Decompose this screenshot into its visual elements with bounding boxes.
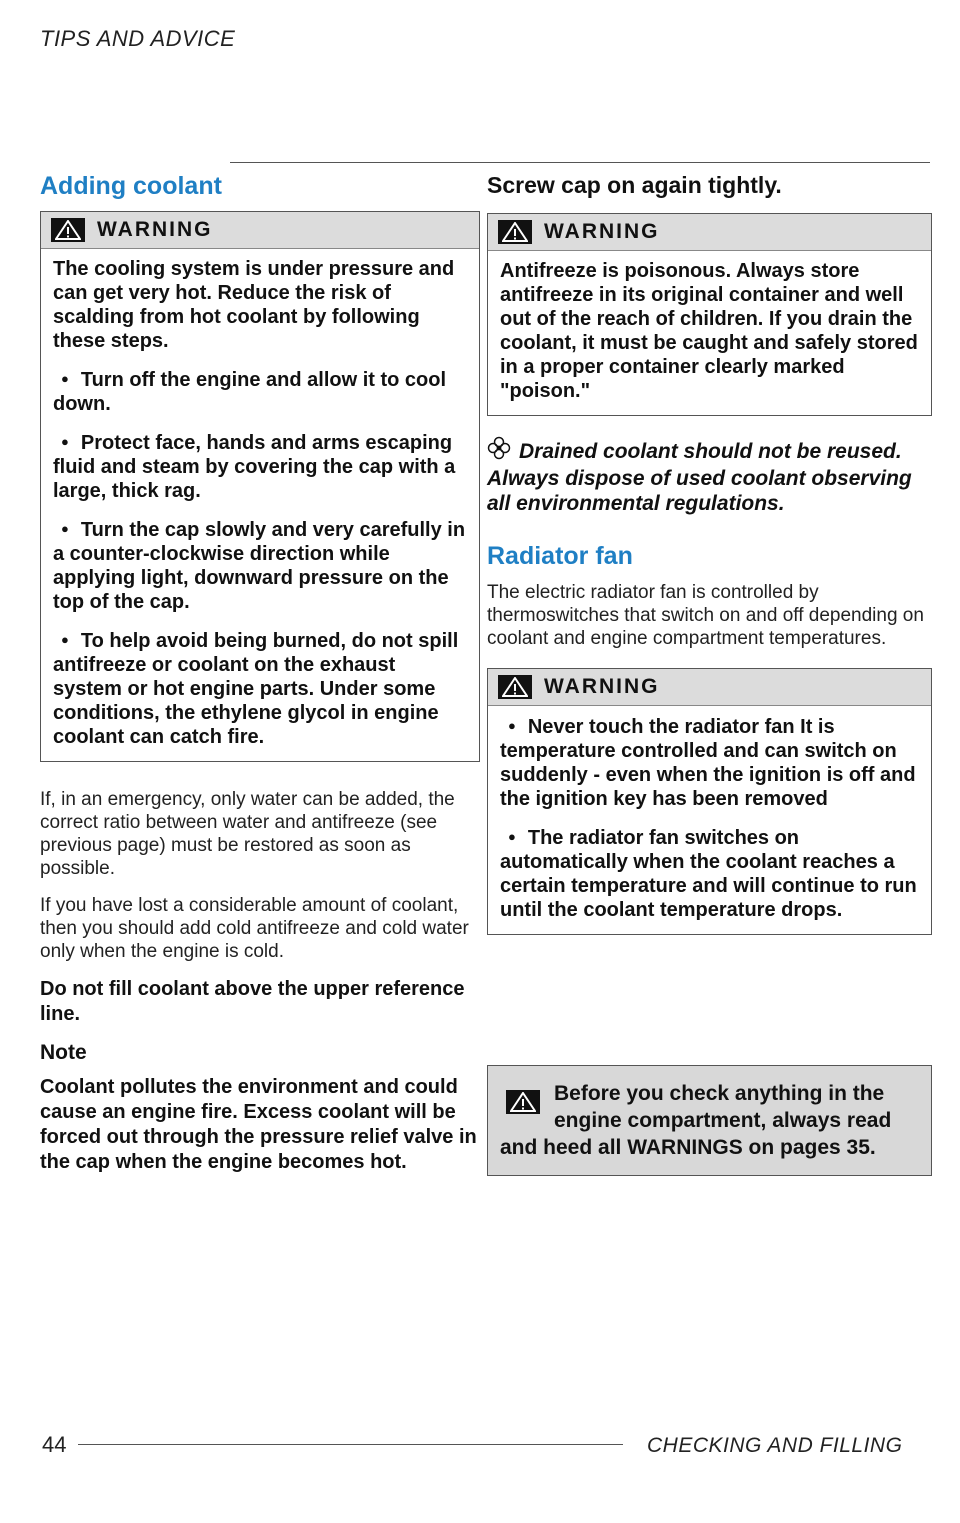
warning-triangle-icon [506,1090,540,1114]
warning-intro: The cooling system is under pressure and can get very hot. Reduce the risk of scalding from hot coolant by following these steps. [53,258,455,352]
warning-header [488,214,931,251]
warning-box-cooling [40,211,480,762]
paragraph-reference-line: Do not fill coolant above the upper reference line. [40,978,465,1025]
warning-triangle-icon [498,675,532,699]
environment-flower-icon [487,436,511,466]
note-label: Note [40,1041,87,1064]
warning-bullet: ● Protect face, hands and arms escaping fluid and steam by covering the cap with a large, thick rag. [53,430,467,503]
notice-text: Before you check anything in the engine compartment, always read and heed all WARNINGS on pages 35. [500,1082,892,1159]
section-heading-adding-coolant: Adding coolant [40,172,222,200]
warning-title: WARNING [544,675,660,698]
warning-bullet: ● To help avoid being burned, do not spill antifreeze or coolant on the exhaust system or hot engine parts. Under some conditions, the ethylene glycol in engine coolant can catch fire. [53,628,467,749]
note-text: Coolant pollutes the environment and could cause an engine fire. Excess coolant will be forced out through the pressure relief valve in the cap when the engine becomes hot. [40,1076,477,1173]
environment-note-text: Drained coolant should not be reused. Always dispose of used coolant observing all environmental regulations. [487,440,912,515]
header-divider [230,162,930,163]
paragraph-radiator-fan: The electric radiator fan is controlled by thermoswitches that switch on and off depending on coolant and engine compartment temperatures. [487,582,924,649]
paragraph-emergency: If, in an emergency, only water can be added, the correct ratio between water and antifreeze (see previous page) must be restored as soon as possible. [40,789,455,879]
section-heading-radiator-fan: Radiator fan [487,542,633,570]
notice-box-read-warnings [487,1065,932,1176]
warning-text: Antifreeze is poisonous. Always store antifreeze in its original container and well out of the reach of children. If you drain the coolant, it must be caught and safely stored in a proper container clearly marked "poison." [500,260,918,402]
warning-title: WARNING [97,218,213,241]
footer-section-title: CHECKING AND FILLING [647,1434,903,1457]
warning-header [41,212,479,249]
warning-title: WARNING [544,220,660,243]
warning-body [488,706,931,934]
warning-box-radiator-fan [487,668,932,935]
warning-triangle-icon [51,218,85,242]
warning-body [41,249,479,761]
warning-bullet: ● Never touch the radiator fan It is temperature controlled and can switch on suddenly - even when the ignition is off and the ignition key has been removed [500,714,919,811]
page-header: TIPS AND ADVICE [40,26,236,51]
warning-box-antifreeze [487,213,932,416]
warning-bullet: ● The radiator fan switches on automatically when the coolant reaches a certain temperature and will continue to run until the coolant temperature drops. [500,825,919,922]
page-number: 44 [42,1432,67,1457]
warning-bullet: ● Turn the cap slowly and very carefully in a counter-clockwise direction while applying light, downward pressure on the top of the cap. [53,517,467,614]
screw-cap-heading: Screw cap on again tightly. [487,172,782,198]
warning-bullet: ● Turn off the engine and allow it to cool down. [53,367,467,416]
left-column [40,170,480,1189]
right-column [487,170,932,1176]
warning-triangle-icon [498,220,532,244]
environment-note [487,436,932,516]
warning-header [488,669,931,706]
paragraph-lost-coolant: If you have lost a considerable amount of coolant, then you should add cold antifreeze and cold water only when the engine is cold. [40,895,469,962]
footer-divider [78,1444,623,1445]
warning-body [488,251,931,415]
